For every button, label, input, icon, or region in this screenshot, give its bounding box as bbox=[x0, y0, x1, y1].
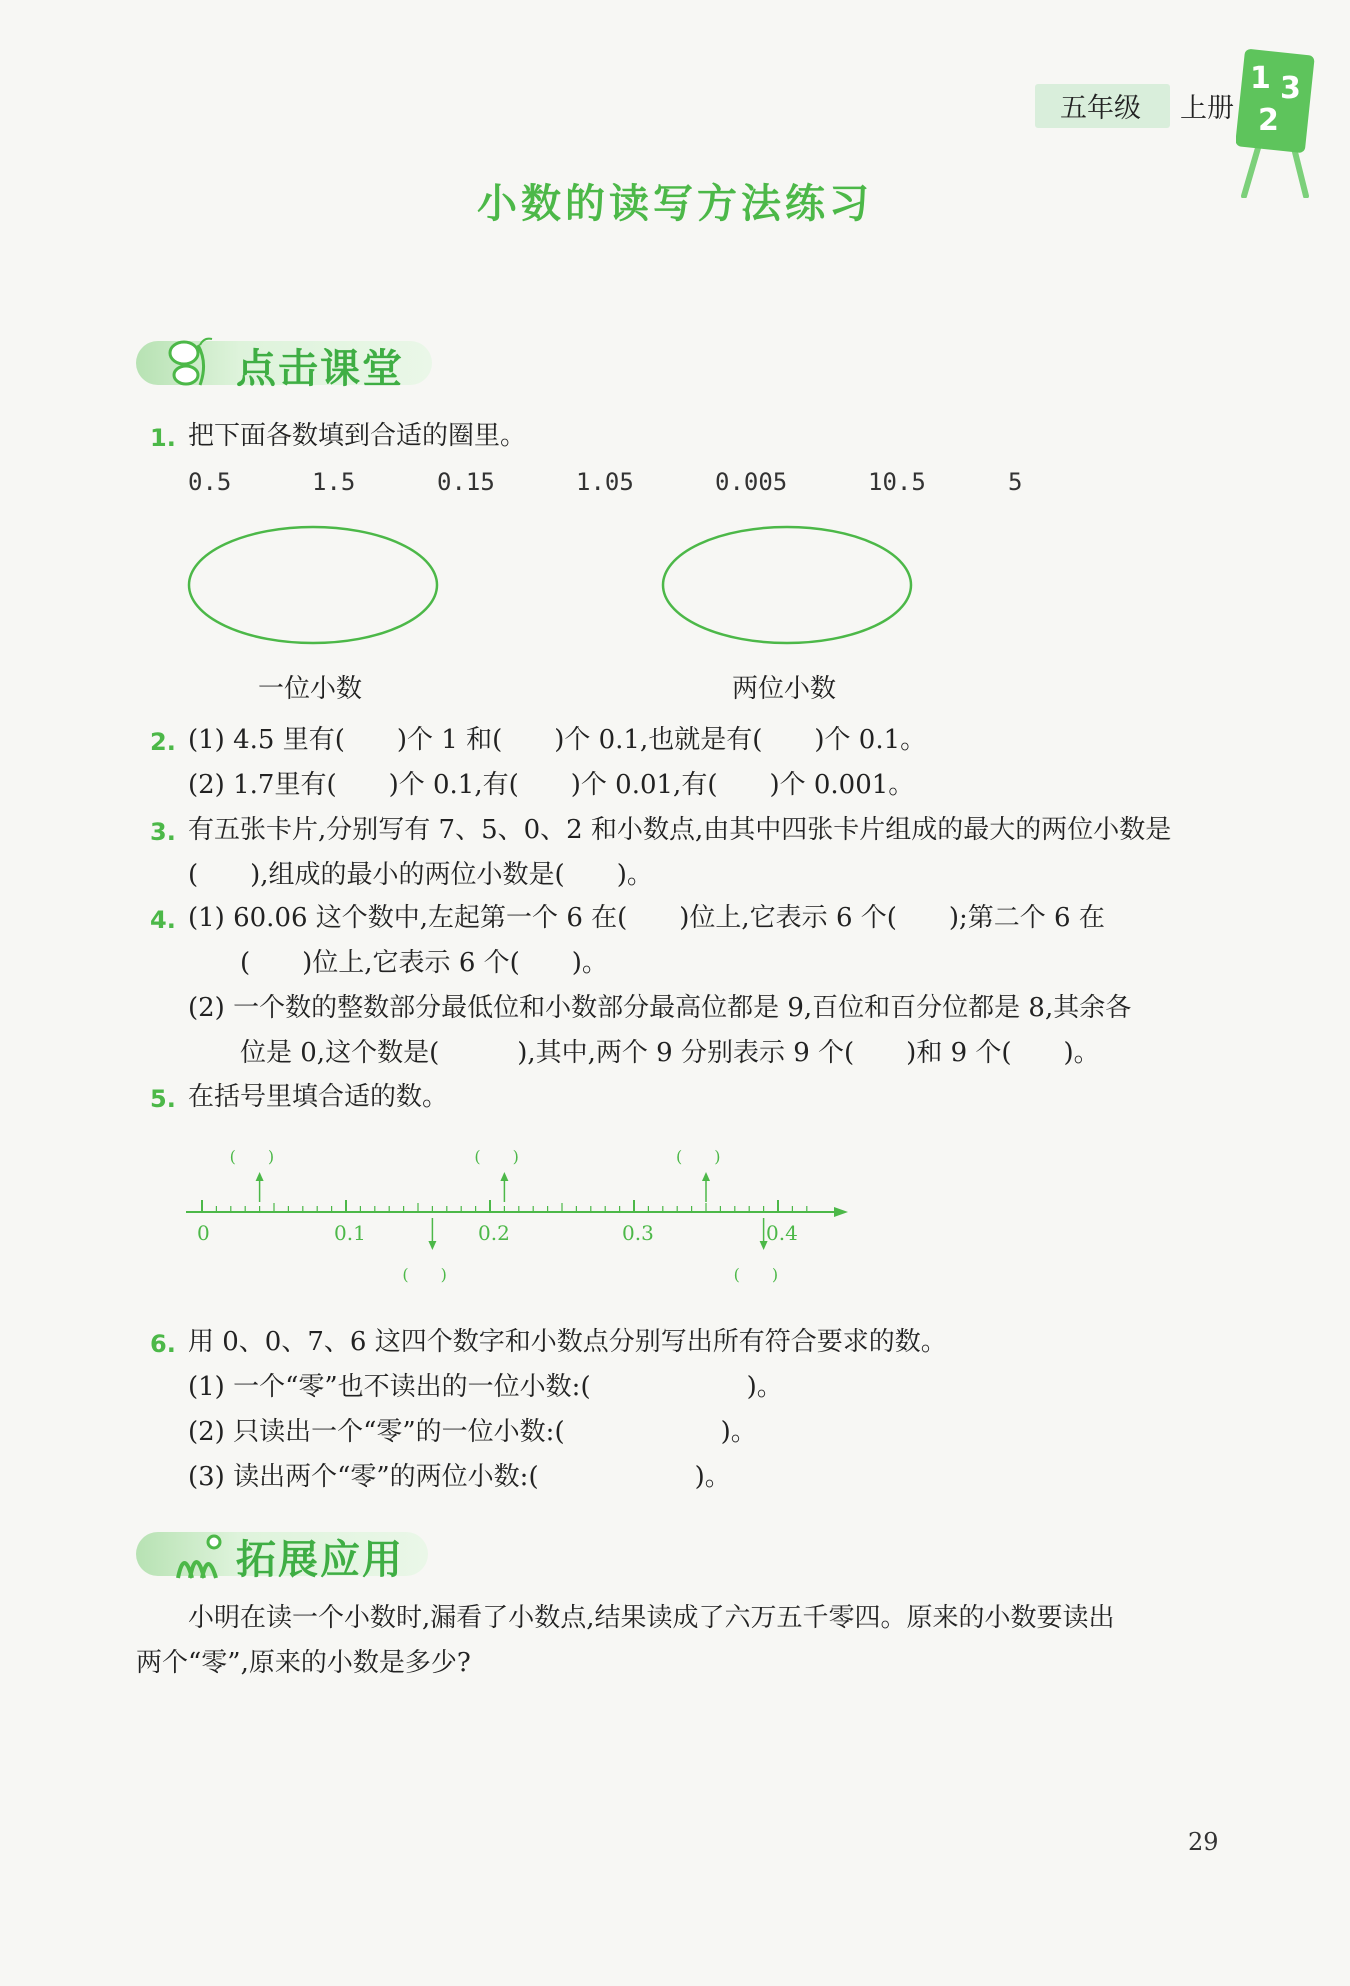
answer-paren: ( ) bbox=[229, 1147, 275, 1166]
answer-paren: ( ) bbox=[676, 1147, 721, 1166]
oval-label: 两位小数 bbox=[732, 674, 837, 704]
up-arrow-head bbox=[256, 1172, 264, 1181]
question-line: (1) 60.06 这个数中,左起第一个 6 在( )位上,它表示 6 个( );第二个 6 在 bbox=[188, 903, 1105, 933]
question-text: 在括号里填合适的数。 bbox=[188, 1082, 449, 1112]
number-item: 0.15 bbox=[437, 468, 495, 496]
page-title: 小数的读写方法练习 bbox=[477, 181, 873, 227]
application-line: 小明在读一个小数时,漏看了小数点,结果读成了六万五千零四。原来的小数要读出 bbox=[188, 1603, 1115, 1633]
tick-label: 0.4 bbox=[766, 1221, 798, 1245]
down-arrow-head bbox=[428, 1241, 436, 1250]
easel-digit: 1 bbox=[1250, 61, 1271, 96]
one-decimal-oval[interactable] bbox=[186, 524, 440, 646]
answer-paren: ( ) bbox=[474, 1147, 519, 1166]
butterfly-icon bbox=[164, 335, 224, 391]
section-banner-application bbox=[136, 1528, 436, 1582]
question-line: (1) 一个“零”也不读出的一位小数:( )。 bbox=[188, 1372, 783, 1402]
number-item: 0.005 bbox=[715, 468, 788, 496]
number-item: 5 bbox=[1008, 468, 1023, 496]
caterpillar-icon bbox=[170, 1528, 230, 1584]
question-number: 5. bbox=[150, 1085, 176, 1113]
answer-paren: ( ) bbox=[733, 1265, 779, 1284]
tick-label: 0.2 bbox=[478, 1221, 510, 1245]
number-line bbox=[180, 1140, 860, 1290]
grade-label: 五年级 bbox=[1060, 93, 1141, 124]
application-line: 两个“零”,原来的小数是多少? bbox=[136, 1648, 471, 1678]
tick-label: 0.3 bbox=[622, 1221, 654, 1245]
section-banner-class bbox=[136, 337, 436, 391]
question-line: ( ),组成的最小的两位小数是( )。 bbox=[188, 860, 653, 890]
number-item: 10.5 bbox=[868, 468, 926, 496]
question-number: 4. bbox=[150, 906, 176, 934]
question-line: (2) 只读出一个“零”的一位小数:( )。 bbox=[188, 1417, 757, 1447]
down-arrow-head bbox=[760, 1241, 768, 1250]
question-line: (1) 4.5 里有( )个 1 和( )个 0.1,也就是有( )个 0.1。 bbox=[188, 725, 927, 755]
volume-label: 上册 bbox=[1180, 93, 1234, 124]
question-line: (2) 1.7里有( )个 0.1,有( )个 0.01,有( )个 0.001。 bbox=[188, 770, 915, 800]
easel-digit: 3 bbox=[1280, 71, 1301, 106]
up-arrow-head bbox=[702, 1172, 710, 1181]
question-number: 3. bbox=[150, 818, 176, 846]
axis-arrow-head bbox=[834, 1207, 848, 1217]
question-line: (3) 读出两个“零”的两位小数:( )。 bbox=[188, 1462, 731, 1492]
number-item: 1.05 bbox=[576, 468, 634, 496]
up-arrow-head bbox=[500, 1172, 508, 1181]
question-number: 1. bbox=[150, 424, 176, 452]
question-line: (2) 一个数的整数部分最低位和小数部分最高位都是 9,百位和百分位都是 8,其余各 bbox=[188, 993, 1132, 1023]
number-item: 0.5 bbox=[188, 468, 232, 496]
two-decimal-oval[interactable] bbox=[660, 524, 914, 646]
question-line: ( )位上,它表示 6 个( )。 bbox=[240, 948, 608, 978]
number-item: 1.5 bbox=[312, 468, 356, 496]
question-line: 位是 0,这个数是( ),其中,两个 9 分别表示 9 个( )和 9 个( )。 bbox=[240, 1038, 1100, 1068]
oval-label: 一位小数 bbox=[258, 674, 363, 704]
answer-paren: ( ) bbox=[402, 1265, 447, 1284]
tick-label: 0 bbox=[197, 1221, 210, 1245]
section-title: 拓展应用 bbox=[236, 1537, 404, 1583]
question-line: 有五张卡片,分别写有 7、5、0、2 和小数点,由其中四张卡片组成的最大的两位小数是 bbox=[188, 815, 1172, 845]
tick-label: 0.1 bbox=[334, 1221, 366, 1245]
question-text: 用 0、0、7、6 这四个数字和小数点分别写出所有符合要求的数。 bbox=[188, 1327, 947, 1357]
question-number: 2. bbox=[150, 728, 176, 756]
section-title: 点击课堂 bbox=[236, 346, 404, 392]
question-text: 把下面各数填到合适的圈里。 bbox=[188, 421, 527, 451]
page-number: 29 bbox=[1188, 1828, 1219, 1856]
easel-digit: 2 bbox=[1258, 103, 1279, 138]
question-number: 6. bbox=[150, 1330, 176, 1358]
